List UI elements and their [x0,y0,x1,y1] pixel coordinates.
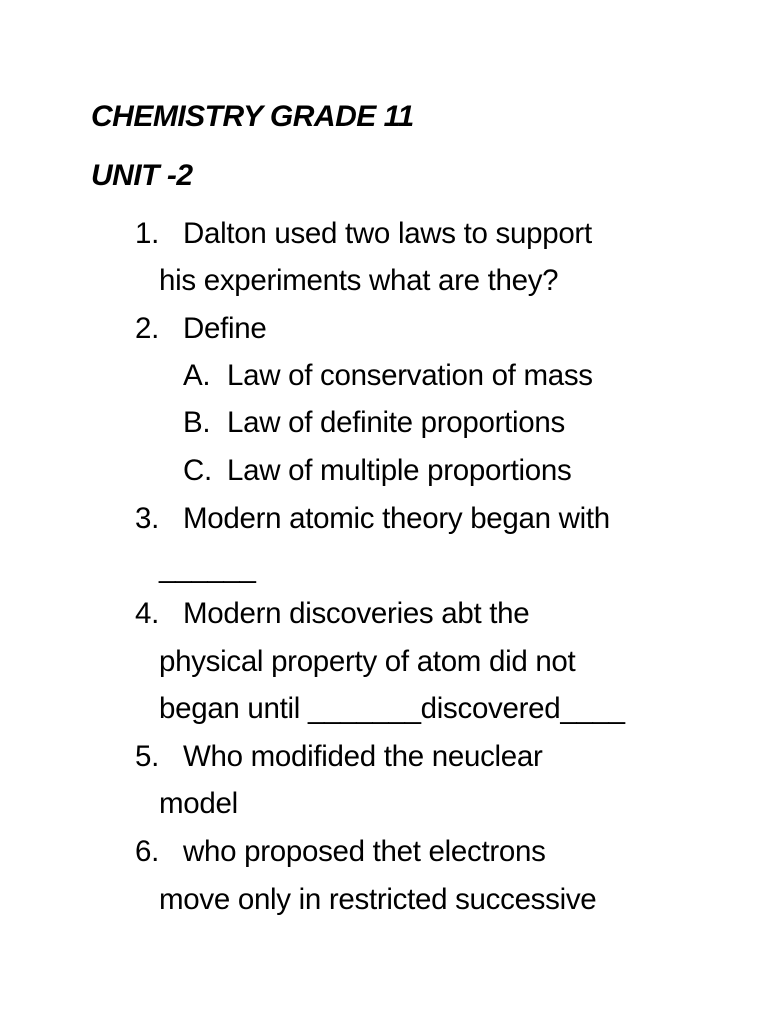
question-text: physical property of atom did not [159,645,576,678]
subitem-letter: A. [183,359,211,392]
question-text: who proposed thet electrons [183,835,546,868]
question-number: 3. [135,502,160,535]
subitem-text: Law of conservation of mass [227,359,593,392]
question-number: 2. [135,312,160,345]
question-text: Modern discoveries abt the [183,597,530,630]
question-text: Define [183,312,267,345]
question-text: move only in restricted successive [159,883,597,916]
answer-blank: ______ [159,551,256,584]
unit-heading: UNIT -2 [91,159,193,192]
subitem-text: Law of definite proportions [227,406,565,439]
question-number: 1. [135,217,160,250]
subitem-letter: C. [183,454,212,487]
question-text: Modern atomic theory began with [183,502,610,535]
question-text: his experiments what are they? [159,264,559,297]
question-number: 5. [135,740,160,773]
document-title: CHEMISTRY GRADE 11 [91,100,414,133]
question-text: began until _______discovered____ [159,692,625,725]
question-text: Who modifided the neuclear [183,740,543,773]
question-number: 4. [135,597,160,630]
question-number: 6. [135,835,160,868]
subitem-text: Law of multiple proportions [227,454,572,487]
subitem-letter: B. [183,406,211,439]
question-text: Dalton used two laws to support [183,217,592,250]
question-text: model [159,787,238,820]
